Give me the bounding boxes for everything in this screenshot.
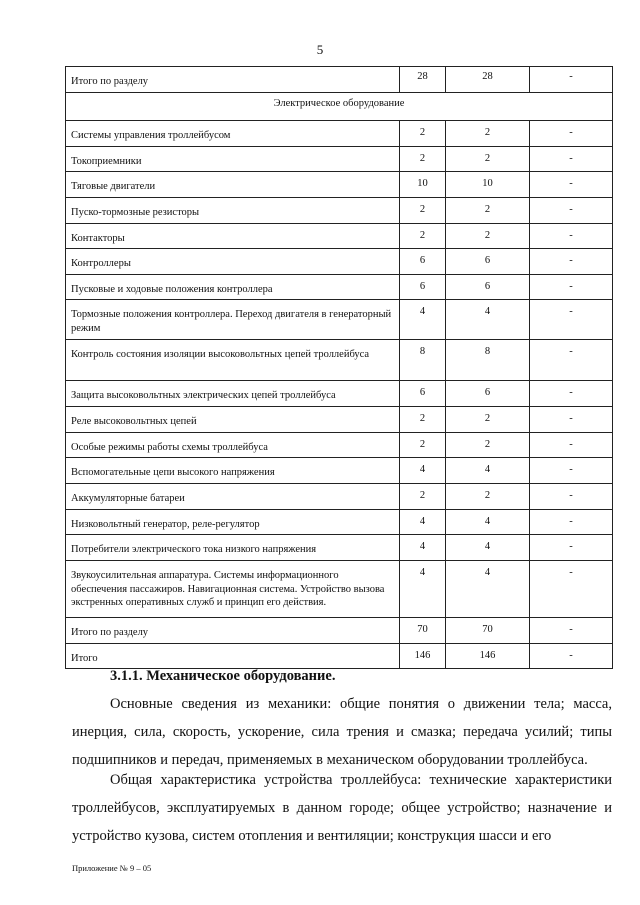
row-name: Итого по разделу: [66, 67, 400, 93]
row-hours-total: 28: [400, 67, 446, 93]
table-row: [66, 340, 613, 381]
row-name: Тяговые двигатели: [66, 172, 400, 198]
paragraph-1: Основные сведения из механики: общие понятия о движении тела; масса, инерция, сила, скорость, ускорение, сила трения и смазка; передача усилий; типы подшипников и передач, применяемых в механическом оборудовании троллейбуса.: [72, 696, 612, 768]
row-name: Особые режимы работы схемы троллейбуса: [66, 432, 400, 458]
table-row: [66, 509, 613, 535]
row-hours-total: 4: [400, 535, 446, 561]
table-row: [66, 172, 613, 198]
row-hours-theory: 2: [446, 407, 530, 433]
page-number: 5: [316, 42, 324, 57]
row-name: Пусковые и ходовые положения контроллера: [66, 274, 400, 300]
row-name: Контроллеры: [66, 249, 400, 275]
row-hours-theory: 146: [446, 643, 530, 669]
row-hours-practice: -: [530, 121, 613, 147]
section-heading: 3.1.1. Механическое оборудование.: [110, 668, 336, 684]
row-hours-practice: -: [530, 172, 613, 198]
row-hours-theory: 4: [446, 535, 530, 561]
row-name: Потребители электрического тока низкого напряжения: [66, 535, 400, 561]
curriculum-table: [65, 66, 613, 669]
row-hours-total: 6: [400, 381, 446, 407]
row-hours-total: 4: [400, 560, 446, 617]
row-hours-practice: -: [530, 197, 613, 223]
row-hours-practice: -: [530, 617, 613, 643]
row-hours-practice: -: [530, 643, 613, 669]
row-hours-practice: -: [530, 381, 613, 407]
row-hours-practice: -: [530, 249, 613, 275]
row-hours-total: 2: [400, 121, 446, 147]
row-name: Реле высоковольтных цепей: [66, 407, 400, 433]
row-hours-practice: -: [530, 300, 613, 340]
row-hours-total: 10: [400, 172, 446, 198]
row-hours-practice: -: [530, 340, 613, 381]
row-hours-total: 2: [400, 432, 446, 458]
row-hours-theory: 2: [446, 121, 530, 147]
row-name: Низковольтный генератор, реле-регулятор: [66, 509, 400, 535]
row-hours-theory: 4: [446, 458, 530, 484]
row-hours-total: 6: [400, 274, 446, 300]
row-hours-theory: 8: [446, 340, 530, 381]
row-hours-total: 2: [400, 484, 446, 510]
row-hours-practice: -: [530, 274, 613, 300]
row-hours-total: 4: [400, 458, 446, 484]
row-hours-theory: 2: [446, 197, 530, 223]
row-hours-theory: 4: [446, 560, 530, 617]
row-hours-theory: 2: [446, 432, 530, 458]
table-row: [66, 458, 613, 484]
row-hours-total: 2: [400, 146, 446, 172]
row-hours-theory: 70: [446, 617, 530, 643]
row-hours-theory: 2: [446, 223, 530, 249]
footer-label: Приложение № 9 – 05: [72, 863, 152, 873]
row-hours-practice: -: [530, 458, 613, 484]
row-hours-total: 2: [400, 197, 446, 223]
row-name: Итого: [66, 643, 400, 669]
row-hours-total: 2: [400, 223, 446, 249]
row-hours-theory: 4: [446, 509, 530, 535]
table-section-row: [66, 93, 613, 121]
table-row: [66, 381, 613, 407]
table-row: [66, 432, 613, 458]
table-row: [66, 617, 613, 643]
row-hours-total: 70: [400, 617, 446, 643]
row-name: Контакторы: [66, 223, 400, 249]
row-hours-theory: 2: [446, 484, 530, 510]
row-hours-theory: 10: [446, 172, 530, 198]
row-hours-total: 6: [400, 249, 446, 275]
row-hours-practice: -: [530, 146, 613, 172]
row-name: Вспомогательные цепи высокого напряжения: [66, 458, 400, 484]
row-name: Токоприемники: [66, 146, 400, 172]
row-hours-theory: 6: [446, 381, 530, 407]
row-hours-practice: -: [530, 407, 613, 433]
table-row: [66, 300, 613, 340]
table-row: [66, 121, 613, 147]
row-hours-practice: -: [530, 509, 613, 535]
row-hours-total: 146: [400, 643, 446, 669]
table-row: [66, 560, 613, 617]
row-hours-practice: -: [530, 535, 613, 561]
table-row: [66, 407, 613, 433]
row-name: Пуско-тормозные резисторы: [66, 197, 400, 223]
paragraph-2: Общая характеристика устройства троллейбуса: технические характеристики троллейбусов, эксплуатируемых в данном городе; общее устройство; назначение и устройство кузова, систем отопления и вентиляции; конструкция шасси и его: [72, 772, 612, 844]
section-title: Электрическое оборудование: [66, 93, 613, 121]
table-row: [66, 484, 613, 510]
row-name: Звукоусилительная аппаратура. Системы информационного обеспечения пассажиров. Навигационная система. Устройство вызова экстренных оперативных служб и принцип его действия.: [66, 560, 400, 617]
row-hours-practice: -: [530, 223, 613, 249]
row-name: Итого по разделу: [66, 617, 400, 643]
row-hours-total: 8: [400, 340, 446, 381]
table-row: [66, 535, 613, 561]
row-name: Контроль состояния изоляции высоковольтных цепей троллейбуса: [66, 340, 400, 381]
table-row: [66, 249, 613, 275]
row-hours-theory: 4: [446, 300, 530, 340]
row-hours-total: 4: [400, 509, 446, 535]
row-name: Аккумуляторные батареи: [66, 484, 400, 510]
row-hours-practice: -: [530, 67, 613, 93]
table-row: [66, 643, 613, 669]
row-hours-theory: 2: [446, 146, 530, 172]
row-hours-theory: 28: [446, 67, 530, 93]
table-row: [66, 146, 613, 172]
table-row-subtotal-previous: [66, 67, 613, 93]
table-row: [66, 197, 613, 223]
row-hours-theory: 6: [446, 274, 530, 300]
row-name: Тормозные положения контроллера. Переход двигателя в генераторный режим: [66, 300, 400, 340]
row-hours-total: 4: [400, 300, 446, 340]
row-hours-theory: 6: [446, 249, 530, 275]
row-name: Системы управления троллейбусом: [66, 121, 400, 147]
table-row: [66, 274, 613, 300]
table-row: [66, 223, 613, 249]
row-hours-total: 2: [400, 407, 446, 433]
row-hours-practice: -: [530, 560, 613, 617]
row-hours-practice: -: [530, 484, 613, 510]
row-name: Защита высоковольтных электрических цепей троллейбуса: [66, 381, 400, 407]
row-hours-practice: -: [530, 432, 613, 458]
